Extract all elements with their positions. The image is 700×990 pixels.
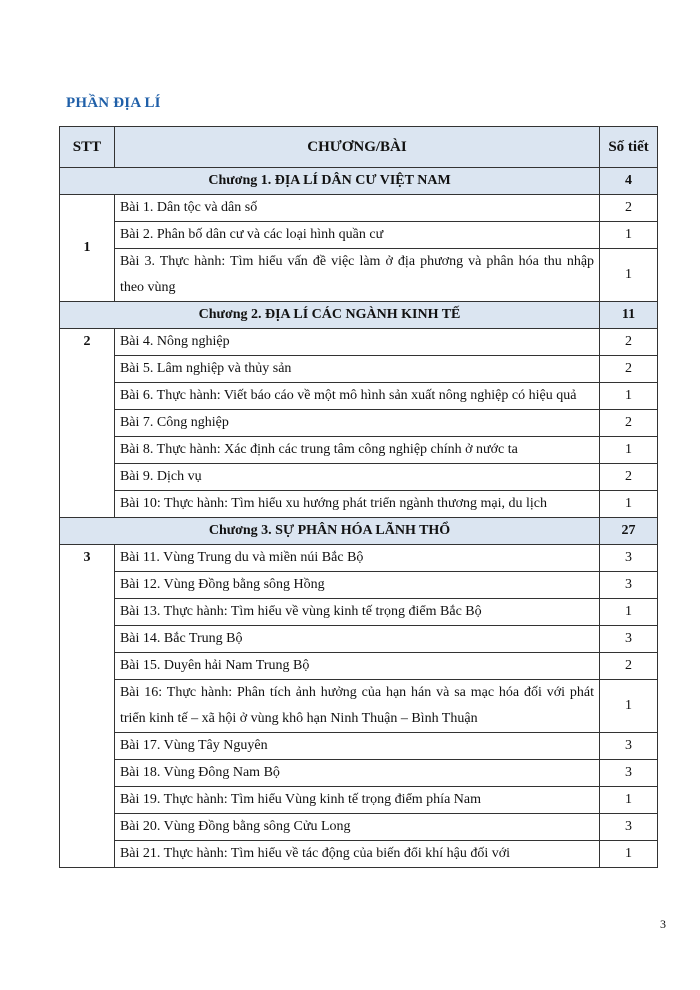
lesson-periods: 2 — [600, 653, 658, 680]
lesson-periods: 1 — [600, 222, 658, 249]
header-stt: STT — [60, 127, 115, 168]
lesson-row — [60, 383, 658, 410]
lesson-name: Bài 11. Vùng Trung du và miền núi Bắc Bộ — [114, 545, 599, 572]
lesson-periods: 3 — [600, 760, 658, 787]
lesson-periods: 1 — [600, 787, 658, 814]
lesson-row — [60, 760, 658, 787]
lesson-name: Bài 13. Thực hành: Tìm hiểu về vùng kinh tế trọng điểm Bắc Bộ — [114, 599, 599, 626]
lesson-row — [60, 787, 658, 814]
lesson-name: Bài 3. Thực hành: Tìm hiểu vấn đề việc làm ở địa phương và phân hóa thu nhập theo vùng — [114, 249, 599, 302]
chapter-total-periods: 4 — [600, 168, 658, 195]
lesson-periods: 3 — [600, 545, 658, 572]
chapter-title: Chương 3. SỰ PHÂN HÓA LÃNH THỔ — [60, 518, 600, 545]
lesson-row — [60, 653, 658, 680]
lesson-row — [60, 680, 658, 733]
lesson-name: Bài 9. Dịch vụ — [114, 464, 599, 491]
lesson-periods: 1 — [600, 491, 658, 518]
lesson-periods: 1 — [600, 249, 658, 302]
lesson-periods: 2 — [600, 195, 658, 222]
chapter-stt: 2 — [60, 329, 115, 518]
lesson-periods: 3 — [600, 572, 658, 599]
lesson-name: Bài 12. Vùng Đồng bằng sông Hồng — [114, 572, 599, 599]
lesson-row — [60, 437, 658, 464]
lesson-name: Bài 20. Vùng Đồng bằng sông Cửu Long — [114, 814, 599, 841]
lesson-name: Bài 17. Vùng Tây Nguyên — [114, 733, 599, 760]
lesson-row — [60, 841, 658, 868]
lesson-row — [60, 249, 658, 302]
lesson-row — [60, 814, 658, 841]
lesson-row — [60, 464, 658, 491]
lesson-periods: 1 — [600, 599, 658, 626]
lesson-name: Bài 4. Nông nghiệp — [114, 329, 599, 356]
lesson-name: Bài 18. Vùng Đông Nam Bộ — [114, 760, 599, 787]
lesson-name: Bài 14. Bắc Trung Bộ — [114, 626, 599, 653]
lesson-periods: 1 — [600, 680, 658, 733]
lesson-periods: 1 — [600, 841, 658, 868]
chapter-stt: 1 — [60, 195, 115, 302]
lesson-row — [60, 195, 658, 222]
lesson-name: Bài 10: Thực hành: Tìm hiểu xu hướng phát triển ngành thương mại, du lịch — [114, 491, 599, 518]
lesson-row — [60, 356, 658, 383]
lesson-row — [60, 572, 658, 599]
header-chapter: CHƯƠNG/BÀI — [114, 127, 599, 168]
lesson-periods: 3 — [600, 626, 658, 653]
lesson-row — [60, 626, 658, 653]
chapter-stt: 3 — [60, 545, 115, 868]
lesson-row — [60, 733, 658, 760]
curriculum-table — [59, 126, 658, 868]
lesson-periods: 3 — [600, 733, 658, 760]
lesson-name: Bài 5. Lâm nghiệp và thủy sản — [114, 356, 599, 383]
lesson-name: Bài 2. Phân bố dân cư và các loại hình quần cư — [114, 222, 599, 249]
lesson-periods: 2 — [600, 329, 658, 356]
lesson-name: Bài 8. Thực hành: Xác định các trung tâm công nghiệp chính ở nước ta — [114, 437, 599, 464]
chapter-total-periods: 27 — [600, 518, 658, 545]
table-body — [60, 168, 658, 868]
chapter-title: Chương 2. ĐỊA LÍ CÁC NGÀNH KINH TẾ — [60, 302, 600, 329]
lesson-row — [60, 222, 658, 249]
chapter-total-periods: 11 — [600, 302, 658, 329]
lesson-name: Bài 7. Công nghiệp — [114, 410, 599, 437]
lesson-row — [60, 329, 658, 356]
lesson-periods: 2 — [600, 464, 658, 491]
chapter-row — [60, 168, 658, 195]
lesson-name: Bài 15. Duyên hải Nam Trung Bộ — [114, 653, 599, 680]
lesson-row — [60, 599, 658, 626]
lesson-periods: 1 — [600, 383, 658, 410]
lesson-name: Bài 1. Dân tộc và dân số — [114, 195, 599, 222]
lesson-periods: 2 — [600, 356, 658, 383]
chapter-title: Chương 1. ĐỊA LÍ DÂN CƯ VIỆT NAM — [60, 168, 600, 195]
lesson-name: Bài 16: Thực hành: Phân tích ảnh hưởng của hạn hán và sa mạc hóa đối với phát triển kinh tế – xã hội ở vùng khô hạn Ninh Thuận – Bình Thuận — [114, 680, 599, 733]
lesson-periods: 3 — [600, 814, 658, 841]
lesson-name: Bài 21. Thực hành: Tìm hiểu về tác động của biến đổi khí hậu đối với — [114, 841, 599, 868]
lesson-row — [60, 410, 658, 437]
lesson-row — [60, 545, 658, 572]
lesson-periods: 1 — [600, 437, 658, 464]
page-number: 3 — [660, 917, 666, 931]
chapter-row — [60, 302, 658, 329]
lesson-name: Bài 19. Thực hành: Tìm hiểu Vùng kinh tế trọng điểm phía Nam — [114, 787, 599, 814]
chapter-row — [60, 518, 658, 545]
header-periods: Số tiết — [600, 127, 658, 168]
lesson-name: Bài 6. Thực hành: Viết báo cáo về một mô hình sản xuất nông nghiệp có hiệu quả — [114, 383, 599, 410]
lesson-periods: 2 — [600, 410, 658, 437]
section-title: PHẦN ĐỊA LÍ — [66, 95, 161, 111]
table-header-row — [60, 127, 658, 168]
lesson-row — [60, 491, 658, 518]
